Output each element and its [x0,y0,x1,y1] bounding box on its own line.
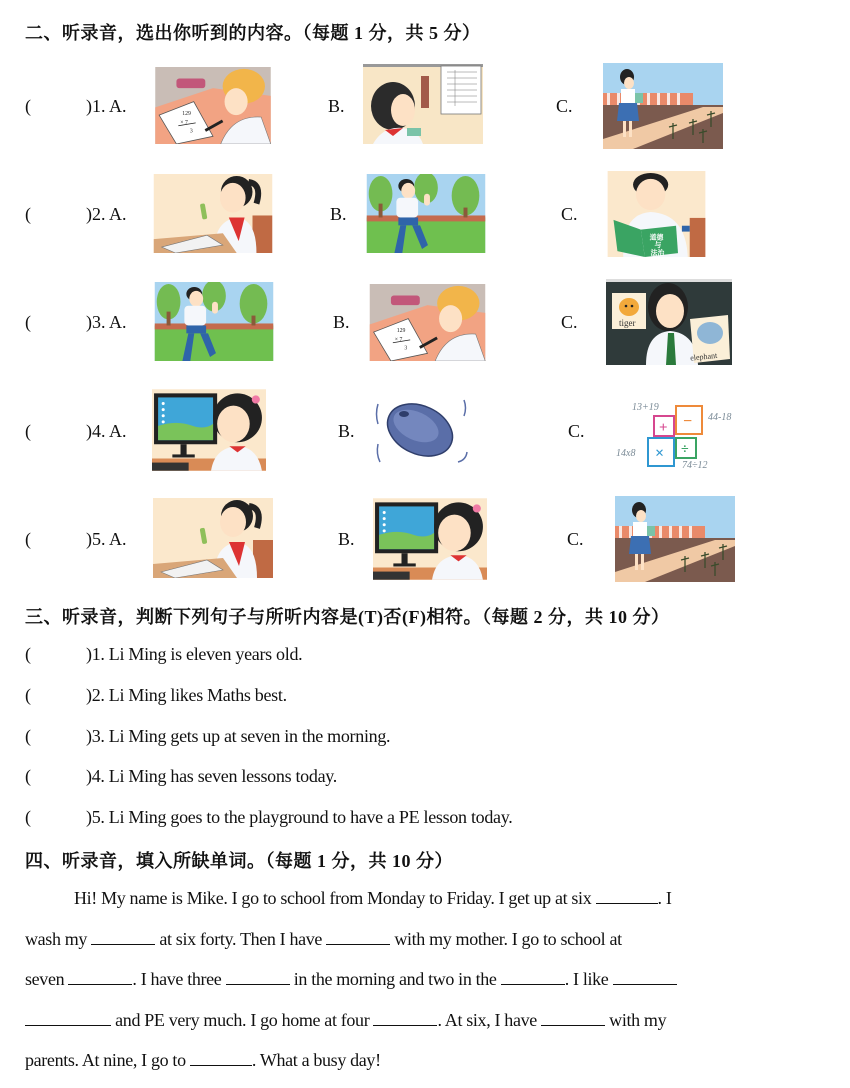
fill-blank-2[interactable] [91,930,155,945]
fill-blank-4[interactable] [68,970,132,985]
passage-line-5 [25,1050,381,1071]
tf-answer-paren[interactable]: ( [25,726,31,746]
passage-text: parents. At nine, I go to [25,1050,190,1070]
passage-text: with my [605,1010,667,1030]
fill-blank-1[interactable] [596,889,658,904]
option-b-image-girl-computer[interactable] [373,498,487,580]
option-b-image-computer-mouse[interactable] [372,394,470,466]
fill-blank-9[interactable] [541,1011,605,1026]
tf-statement: )1. Li Ming is eleven years old. [86,644,303,664]
section3-title: 三、听录音，判断下列句子与所听内容是(T)否(F)相符。（每题 2 分，共 10 分） [25,607,670,627]
option-a-image-boy-doing-maths[interactable] [152,67,274,144]
option-c-image-maths-symbols[interactable] [612,388,748,474]
passage-line-3 [25,969,677,990]
answer-paren[interactable]: ( [25,312,31,332]
option-c-label: C. [568,421,585,441]
fill-blank-5[interactable] [226,970,290,985]
answer-paren[interactable]: ( [25,204,31,224]
passage-text: . What a busy day! [251,1050,381,1070]
tf-answer-paren[interactable]: ( [25,807,31,827]
section4-title: 四、听录音，填入所缺单词。（每题 1 分，共 10 分） [25,851,453,871]
svg-text:14x8: 14x8 [616,448,636,459]
option-c-image-teacher-cards[interactable] [606,279,732,365]
svg-text:÷: ÷ [681,442,689,457]
tf-answer-paren[interactable]: ( [25,766,31,786]
option-c-image-boy-reading[interactable] [607,171,706,257]
passage-text: . I [657,888,672,908]
tf-answer-paren[interactable]: ( [25,644,31,664]
option-a-image-boy-park[interactable] [152,282,276,361]
fill-blank-8[interactable] [373,1011,437,1026]
question-number: )1. A. [86,96,127,116]
svg-text:13+19: 13+19 [632,402,659,413]
answer-paren[interactable]: ( [25,529,31,549]
fill-blank-7b[interactable] [25,1011,111,1026]
svg-text:+: + [659,420,668,436]
tf-statement: )2. Li Ming likes Maths best. [86,685,287,705]
svg-text:44-18: 44-18 [708,412,732,423]
option-a-image-girl-drawing[interactable] [152,498,274,578]
passage-text: . I like [564,969,613,989]
tf-statement: )3. Li Ming gets up at seven in the morning. [86,726,391,746]
mouse-icon [372,394,470,466]
option-b-image-boy-doing-maths[interactable] [367,284,488,361]
option-c-label: C. [561,204,578,224]
question-number: )4. A. [86,421,127,441]
svg-text:74÷12: 74÷12 [682,460,708,471]
option-a-image-girl-computer[interactable] [152,389,266,471]
passage-text: with my mother. I go to school at [390,929,622,949]
answer-paren[interactable]: ( [25,421,31,441]
option-b-image-boy-park[interactable] [364,174,488,253]
option-c-label: C. [556,96,573,116]
option-b-label: B. [328,96,345,116]
passage-line-2 [25,929,622,950]
option-b-label: B. [338,421,355,441]
passage-text: seven [25,969,69,989]
svg-text:×: × [655,445,665,462]
option-c-image-girl-garden[interactable] [602,63,724,149]
tf-statement: )4. Li Ming has seven lessons today. [86,766,338,786]
option-b-label: B. [330,204,347,224]
question-number: )3. A. [86,312,127,332]
tf-answer-paren[interactable]: ( [25,685,31,705]
fill-blank-7a[interactable] [613,970,677,985]
option-b-image-girl-timetable[interactable] [363,64,483,144]
fill-blank-10[interactable] [190,1051,252,1066]
option-c-label: C. [561,312,578,332]
passage-text: in the morning and two in the [289,969,501,989]
passage-text: . At six, I have [437,1010,542,1030]
fill-blank-3[interactable] [326,930,390,945]
tf-statement: )5. Li Ming goes to the playground to have a PE lesson today. [86,807,513,827]
answer-paren[interactable]: ( [25,96,31,116]
passage-line-1 [74,888,671,909]
passage-text: wash my [25,929,92,949]
passage-text: at six forty. Then I have [155,929,327,949]
section2-title: 二、听录音，选出你听到的内容。（每题 1 分，共 5 分） [25,23,481,43]
option-c-label: C. [567,529,584,549]
passage-text: Hi! My name is Mike. I go to school from Monday to Friday. I get up at six [74,888,596,908]
passage-text: . I have three [132,969,226,989]
fill-blank-6[interactable] [501,970,565,985]
question-number: )5. A. [86,529,127,549]
option-a-image-girl-drawing[interactable] [152,174,274,253]
option-b-label: B. [333,312,350,332]
passage-line-4 [25,1010,666,1031]
question-number: )2. A. [86,204,127,224]
maths-symbols-icon [612,388,748,474]
option-c-image-girl-garden[interactable] [614,496,736,582]
passage-text: and PE very much. I go home at four [111,1010,374,1030]
svg-text:−: − [683,413,693,430]
option-b-label: B. [338,529,355,549]
